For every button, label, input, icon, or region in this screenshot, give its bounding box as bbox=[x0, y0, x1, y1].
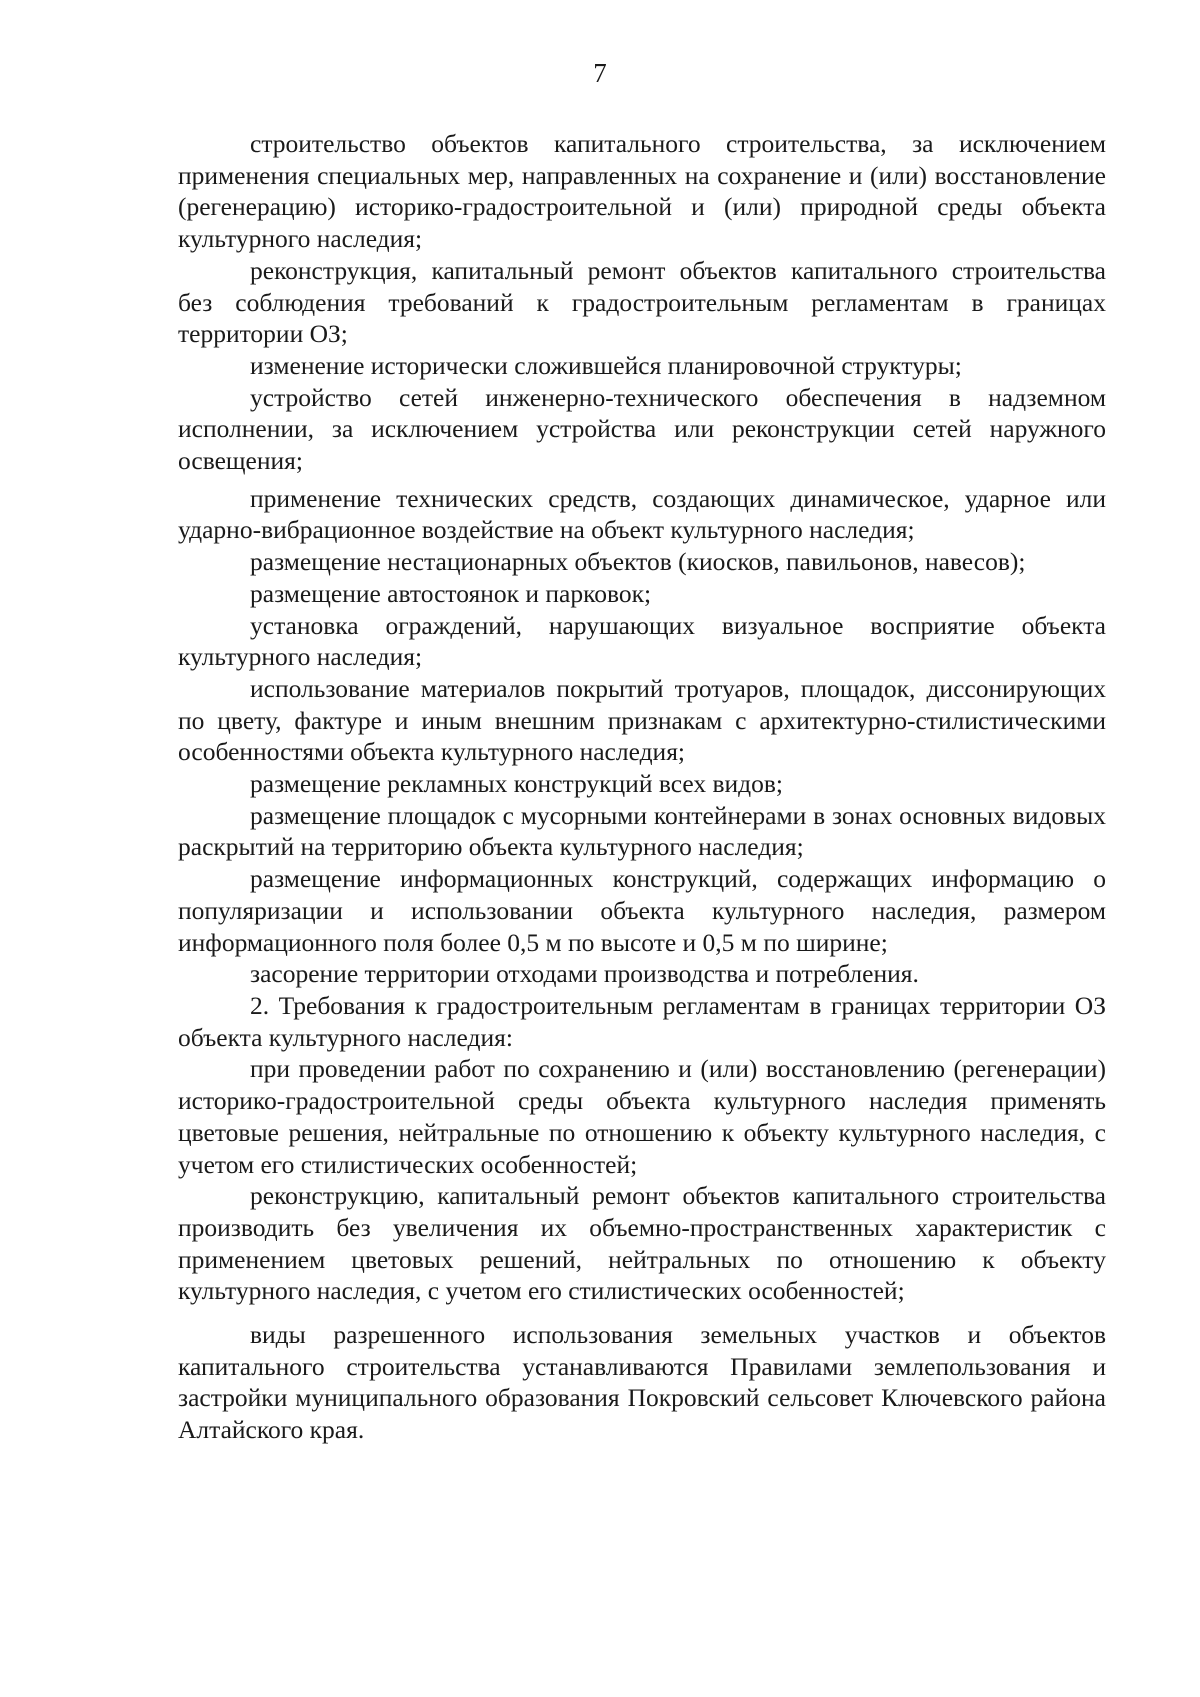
paragraph: засорение территории отходами производства и потребления. bbox=[250, 959, 919, 989]
paragraph: строительство объектов капитального строительства, за исключением применения специальных мер, направленных на сохранение и (или) восстановление (регенерацию) историко-градостроительной и (или) природной среды объекта культурного наследия; bbox=[178, 129, 1106, 254]
paragraph: размещение площадок с мусорными контейнерами в зонах основных видовых раскрытий на территорию объекта культурного наследия; bbox=[178, 800, 1106, 862]
paragraph: размещение автостоянок и парковок; bbox=[250, 578, 652, 608]
paragraph: размещение нестационарных объектов (киосков, павильонов, навесов); bbox=[250, 547, 1026, 577]
paragraph: виды разрешенного использования земельных участков и объектов капитального строительства устанавливаются Правилами землепользования и застройки муниципального образования Покровский сельсовет Ключевского района Алтайского края. bbox=[178, 1320, 1106, 1445]
paragraph: изменение исторически сложившейся планировочной структуры; bbox=[250, 350, 962, 380]
paragraph: устройство сетей инженерно-технического обеспечения в надземном исполнении, за исключением устройства или реконструкции сетей наружного освещения; bbox=[178, 382, 1106, 476]
document-body bbox=[178, 128, 1106, 1446]
section-heading-paragraph: 2. Требования к градостроительным регламентам в границах территории ОЗ объекта культурного наследия: bbox=[178, 990, 1106, 1052]
paragraph: размещение рекламных конструкций всех видов; bbox=[250, 769, 784, 799]
paragraph: реконструкция, капитальный ремонт объектов капитального строительства без соблюдения требований к градостроительным регламентам в границах территории ОЗ; bbox=[178, 255, 1106, 349]
page-number: 7 bbox=[593, 58, 607, 88]
paragraph: использование материалов покрытий тротуаров, площадок, диссонирующих по цвету, фактуре и иным внешним признакам с архитектурно-стилистическими особенностями объекта культурного наследия; bbox=[178, 673, 1106, 767]
paragraph: при проведении работ по сохранению и (или) восстановлению (регенерации) историко-градостроительной среды объекта культурного наследия применять цветовые решения, нейтральные по отношению к объекту культурного наследия, с учетом его стилистических особенностей; bbox=[178, 1054, 1106, 1179]
paragraph: установка ограждений, нарушающих визуальное восприятие объекта культурного наследия; bbox=[178, 610, 1106, 672]
paragraph: размещение информационных конструкций, содержащих информацию о популяризации и использовании объекта культурного наследия, размером информационного поля более 0,5 м по высоте и 0,5 м по ширине; bbox=[178, 864, 1106, 957]
paragraph: реконструкцию, капитальный ремонт объектов капитального строительства производить без увеличения их объемно-пространственных характеристик с применением цветовых решений, нейтральных по отношению к объекту культурного наследия, с учетом его стилистических особенностей; bbox=[178, 1181, 1106, 1306]
paragraph: применение технических средств, создающих динамическое, ударное или ударно-вибрационное воздействие на объект культурного наследия; bbox=[178, 483, 1106, 545]
